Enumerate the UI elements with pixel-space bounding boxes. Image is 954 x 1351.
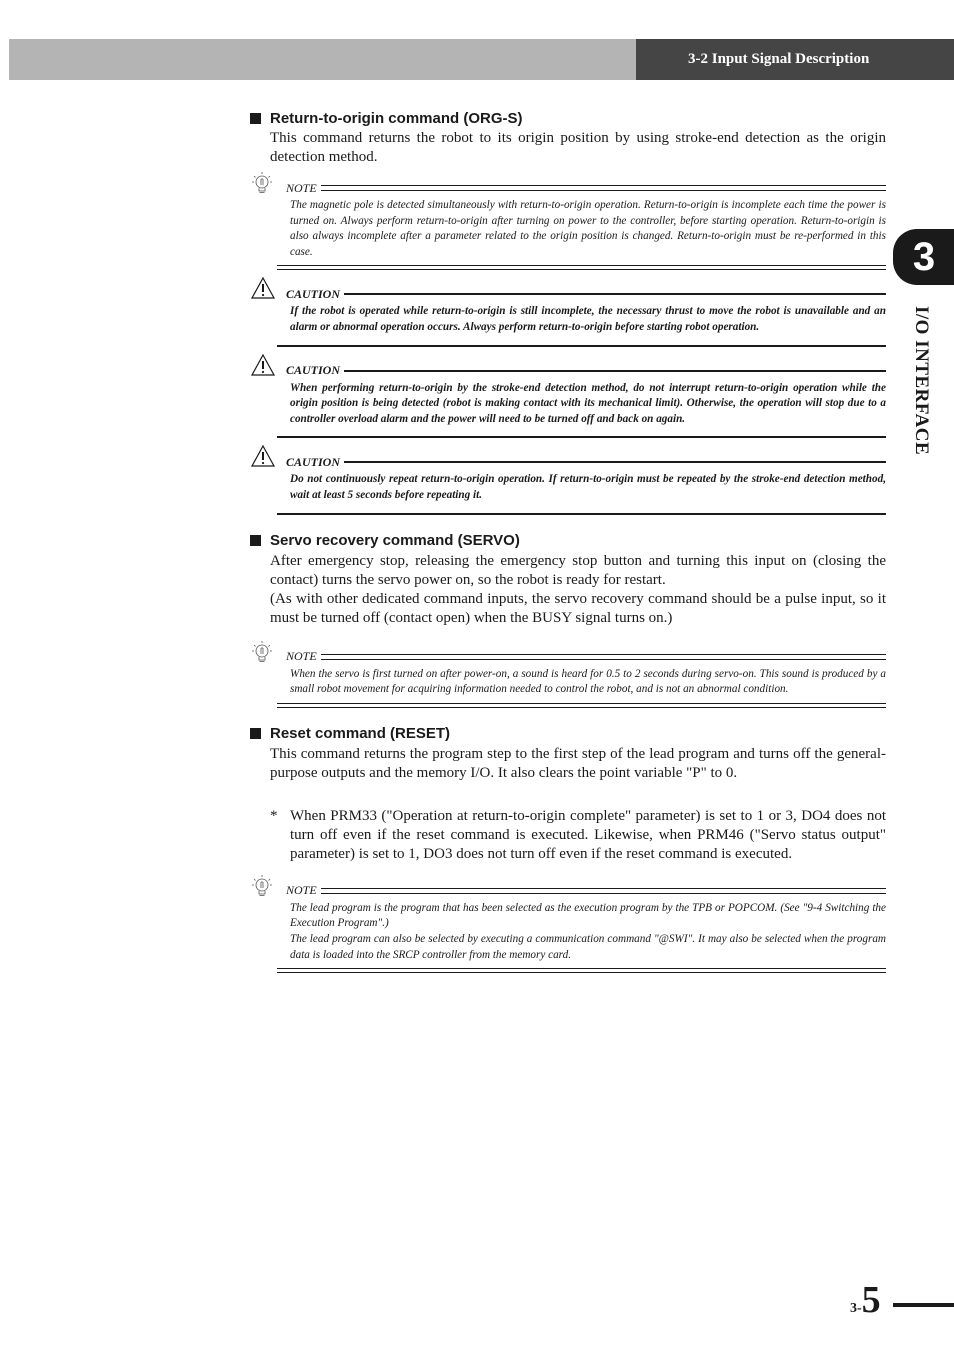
section-body: This command returns the robot to its origin position by using stroke-end detection as the origin detection method. [270,130,886,165]
note-rule [321,654,886,660]
note-end-rule [277,968,886,973]
lightbulb-icon [250,872,276,900]
warning-triangle-icon [250,352,276,380]
caution-end-rule [277,436,886,438]
caution-block: CAUTION Do not continuously repeat return-to-origin operation. If return-to-origin must be repeated by the stroke-end detection method, wait at least 5 seconds before repeating it. [250,455,886,514]
warning-triangle-icon [250,275,276,303]
page-number-rule [893,1303,954,1307]
section-servo [250,531,886,628]
page-number: 3- 5 [850,1279,881,1321]
note-rule [321,185,886,191]
caution-rule [344,370,886,372]
note-end-rule [277,703,886,708]
bullet-square-icon [250,535,261,546]
caution-end-rule [277,345,886,347]
chapter-label: I/O INTERFACE [911,306,932,456]
chapter-number-tab: 3 [893,229,954,285]
note-block: NOTE When the servo is first turned on after power-on, a sound is heard for 0.5 to 2 seconds during servo-on. This sound is produced by a small robot movement for acquiring information needed to control the robot, and is not an abnormal condition. [250,650,886,708]
note-block: NOTE The magnetic pole is detected simultaneously with return-to-origin operation. Return-to-origin is incomplete each time the power is turned on. Always perform return-to-origin after turning on power to the controller, before starting operation. Return-to-origin is also always incomplete after a parameter related to the origin position is changed. Return-to-origin must be re-performed in this case. [250,181,886,270]
note-end-rule [277,265,886,270]
section-body: This command returns the program step to the first step of the lead program and turns off the general-purpose outputs and the memory I/O. It also clears the point variable "P" to 0. [270,745,886,781]
section-heading: Reset command (RESET) [250,724,886,744]
note-rule [321,888,886,894]
caution-end-rule [277,513,886,515]
section-reset [250,724,886,864]
section-body: After emergency stop, releasing the emergency stop button and turning this input on (closing the contact) turns the servo power on, so the robot is ready for restart. (As with other dedicated command inputs, the servo recovery command should be a pulse input, so it must be turned off (contact open) when the BUSY signal turns on.) [270,552,886,626]
lightbulb-icon [250,638,276,666]
bullet-square-icon [250,113,261,124]
warning-triangle-icon [250,443,276,471]
section-heading: Servo recovery command (SERVO) [250,531,886,551]
lightbulb-icon [250,169,276,197]
bullet-square-icon [250,728,261,739]
caution-block: CAUTION When performing return-to-origin by the stroke-end detection method, do not interrupt return-to-origin operation while the origin position is being detected (robot is making contact with its mechanical limit). Otherwise, the operation will stop due to a controller overload alarm and the power will need to be turned off and back on again. [250,364,886,439]
caution-rule [344,293,886,295]
caution-rule [344,461,886,463]
footnote: * When PRM33 ("Operation at return-to-origin complete" parameter) is set to 1 or 3, DO4 does not turn off even if the reset command is executed. Likewise, when PRM46 ("Servo status output" parameter) is set to 1, DO3 does not turn off even if the reset command is executed. [270,807,886,862]
page-content [250,108,886,973]
section-heading: Return-to-origin command (ORG-S) [250,108,886,128]
section-org-s [250,108,886,167]
section-title: 3-2 Input Signal Description [636,39,954,80]
note-block: NOTE The lead program is the program that has been selected as the execution program by the TPB or POPCOM. (See "9-4 Switching the Execution Program".) The lead program can also be selected by executing a communication command "@SWI". It may also be selected when the program data is loaded into the SRCP controller from the memory card. [250,884,886,973]
caution-block: CAUTION If the robot is operated while return-to-origin is still incomplete, the necessary thrust to move the robot is unavailable and an alarm or abnormal operation occurs. Always perform return-to-origin before starting robot operation. [250,287,886,346]
